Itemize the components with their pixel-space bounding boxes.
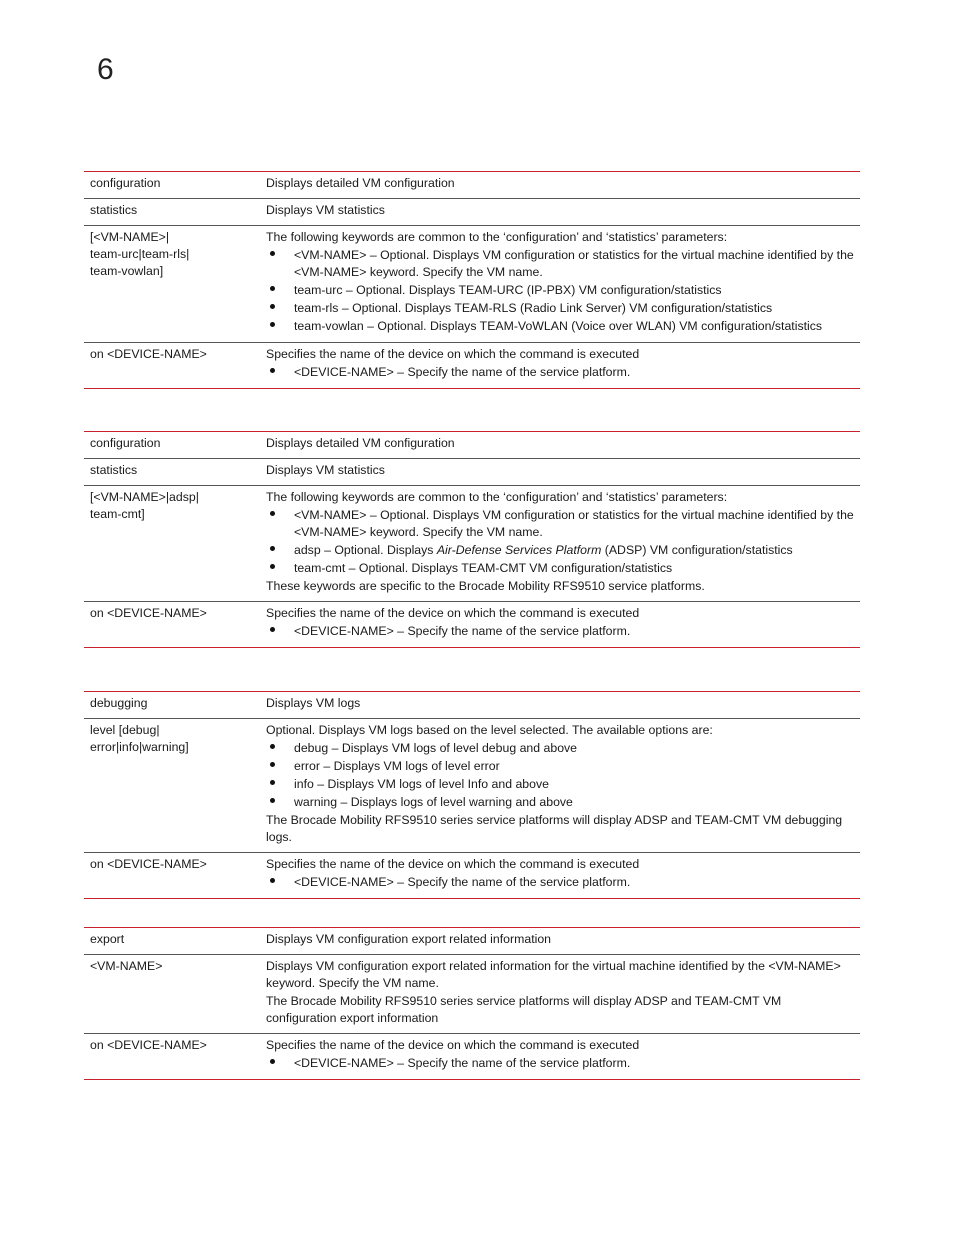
list-item: error – Displays VM logs of level error	[266, 758, 854, 775]
description-text: Specifies the name of the device on which the command is executed	[266, 347, 640, 361]
parameter-name: configuration	[84, 432, 260, 459]
parameter-description	[260, 692, 860, 719]
parameter-name: [<VM-NAME>|adsp| team-cmt]	[84, 486, 260, 602]
description-text: Displays detailed VM configuration	[266, 176, 455, 190]
list-item: team-urc – Optional. Displays TEAM-URC (IP-PBX) VM configuration/statistics	[266, 282, 854, 299]
parameter-name: on <DEVICE-NAME>	[84, 1034, 260, 1080]
description-text: Specifies the name of the device on which the command is executed	[266, 1038, 640, 1052]
parameter-description	[260, 432, 860, 459]
parameter-description	[260, 853, 860, 899]
list-item: <DEVICE-NAME> – Specify the name of the service platform.	[266, 1055, 854, 1072]
parameter-table	[84, 927, 860, 1080]
parameter-name: export	[84, 928, 260, 955]
list-item: team-cmt – Optional. Displays TEAM-CMT VM configuration/statistics	[266, 560, 854, 577]
bullet-list	[266, 740, 854, 811]
parameter-description	[260, 459, 860, 486]
table-row	[84, 432, 860, 459]
parameter-table	[84, 431, 860, 648]
list-item: warning – Displays logs of level warning and above	[266, 794, 854, 811]
list-item: team-rls – Optional. Displays TEAM-RLS (Radio Link Server) VM configuration/statistics	[266, 300, 854, 317]
parameter-description	[260, 343, 860, 389]
parameter-table	[84, 691, 860, 899]
parameter-name: debugging	[84, 692, 260, 719]
bullet-list	[266, 623, 854, 640]
parameter-description	[260, 486, 860, 602]
table-row	[84, 955, 860, 1034]
parameter-name: level [debug| error|info|warning]	[84, 719, 260, 853]
list-item: <VM-NAME> – Optional. Displays VM configuration or statistics for the virtual machine identified by the <VM-NAME> keyword. Specify the VM name.	[266, 507, 854, 541]
table-row	[84, 172, 860, 199]
description-text: Specifies the name of the device on which the command is executed	[266, 857, 640, 871]
description-text: Optional. Displays VM logs based on the level selected. The available options are:	[266, 723, 713, 737]
parameter-name: on <DEVICE-NAME>	[84, 602, 260, 648]
bullet-list	[266, 364, 854, 381]
parameter-description	[260, 226, 860, 343]
parameter-description	[260, 719, 860, 853]
description-text: Displays VM statistics	[266, 463, 385, 477]
table-row	[84, 719, 860, 853]
list-item: <DEVICE-NAME> – Specify the name of the service platform.	[266, 874, 854, 891]
description-note: The Brocade Mobility RFS9510 series service platforms will display ADSP and TEAM-CMT VM configuration export information	[266, 994, 782, 1025]
bullet-list	[266, 507, 854, 577]
chapter-number: 6	[97, 53, 114, 86]
table-row	[84, 1034, 860, 1080]
table-row	[84, 692, 860, 719]
table-row	[84, 486, 860, 602]
parameter-name: <VM-NAME>	[84, 955, 260, 1034]
description-note: The Brocade Mobility RFS9510 series service platforms will display ADSP and TEAM-CMT VM debugging logs.	[266, 813, 843, 844]
list-item: debug – Displays VM logs of level debug and above	[266, 740, 854, 757]
parameter-description	[260, 955, 860, 1034]
list-item: info – Displays VM logs of level Info and above	[266, 776, 854, 793]
description-text: Displays VM configuration export related information	[266, 932, 552, 946]
list-item: <DEVICE-NAME> – Specify the name of the service platform.	[266, 364, 854, 381]
list-item: adsp – Optional. Displays Air-Defense Services Platform (ADSP) VM configuration/statistics	[266, 542, 854, 559]
parameter-table	[84, 171, 860, 389]
description-text: The following keywords are common to the ‘configuration’ and ‘statistics’ parameters:	[266, 230, 728, 244]
bullet-list	[266, 874, 854, 891]
parameter-description	[260, 928, 860, 955]
bullet-list	[266, 1055, 854, 1072]
table-row	[84, 459, 860, 486]
list-item: <VM-NAME> – Optional. Displays VM configuration or statistics for the virtual machine identified by the <VM-NAME> keyword. Specify the VM name.	[266, 247, 854, 281]
description-text: Displays VM statistics	[266, 203, 385, 217]
table-row	[84, 928, 860, 955]
description-text: Displays detailed VM configuration	[266, 436, 455, 450]
parameter-name: on <DEVICE-NAME>	[84, 343, 260, 389]
description-text: The following keywords are common to the ‘configuration’ and ‘statistics’ parameters:	[266, 490, 728, 504]
description-text: Displays VM configuration export related information for the virtual machine identified by the <VM-NAME> keyword. Specify the VM name.	[266, 959, 841, 990]
description-text: Specifies the name of the device on which the command is executed	[266, 606, 640, 620]
table-row	[84, 226, 860, 343]
parameter-description	[260, 1034, 860, 1080]
table-row	[84, 853, 860, 899]
parameter-description	[260, 602, 860, 648]
table-row	[84, 602, 860, 648]
parameter-description	[260, 199, 860, 226]
table-row	[84, 343, 860, 389]
parameter-name: [<VM-NAME>| team-urc|team-rls| team-vowlan]	[84, 226, 260, 343]
table-row	[84, 199, 860, 226]
bullet-list	[266, 247, 854, 335]
parameter-name: configuration	[84, 172, 260, 199]
list-item: <DEVICE-NAME> – Specify the name of the service platform.	[266, 623, 854, 640]
description-note: These keywords are specific to the Brocade Mobility RFS9510 service platforms.	[266, 579, 705, 593]
description-text: Displays VM logs	[266, 696, 361, 710]
list-item: team-vowlan – Optional. Displays TEAM-VoWLAN (Voice over WLAN) VM configuration/statistics	[266, 318, 854, 335]
parameter-name: on <DEVICE-NAME>	[84, 853, 260, 899]
parameter-name: statistics	[84, 199, 260, 226]
parameter-name: statistics	[84, 459, 260, 486]
parameter-description	[260, 172, 860, 199]
